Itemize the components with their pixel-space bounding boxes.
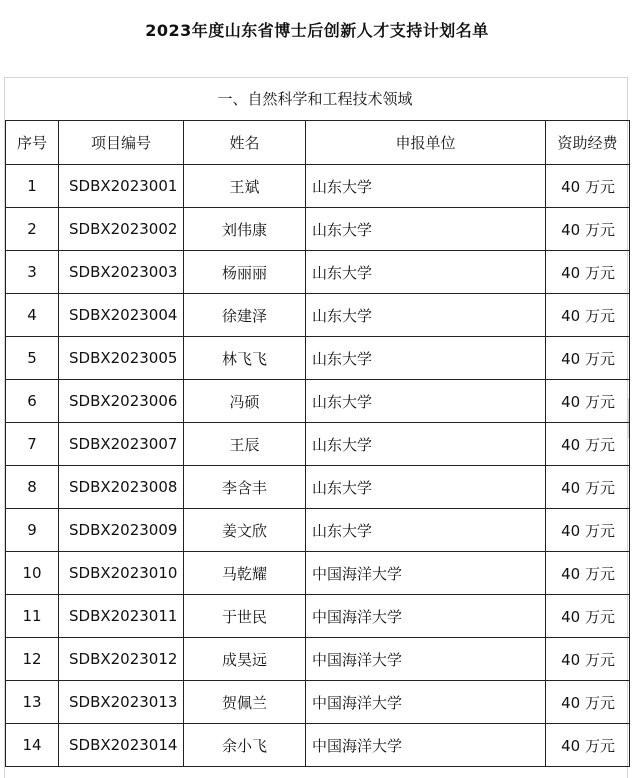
cell-seq: 9 [6, 509, 59, 552]
cell-fund: 40 万元 [546, 724, 630, 767]
table-row [6, 466, 630, 509]
cell-code: SDBX2023009 [59, 509, 184, 552]
cell-seq: 12 [6, 638, 59, 681]
cell-unit: 山东大学 [306, 337, 546, 380]
cell-code: SDBX2023002 [59, 208, 184, 251]
cell-seq: 4 [6, 294, 59, 337]
column-header-code: 项目编号 [59, 121, 184, 165]
cell-seq: 1 [6, 165, 59, 208]
cell-seq: 7 [6, 423, 59, 466]
cell-code: SDBX2023013 [59, 681, 184, 724]
cell-unit: 山东大学 [306, 165, 546, 208]
cell-fund: 40 万元 [546, 638, 630, 681]
table-row [6, 251, 630, 294]
cell-name: 李含丰 [184, 466, 306, 509]
cell-unit: 山东大学 [306, 423, 546, 466]
column-header-seq: 序号 [6, 121, 59, 165]
column-header-name: 姓名 [184, 121, 306, 165]
cell-code: SDBX2023005 [59, 337, 184, 380]
cell-code: SDBX2023012 [59, 638, 184, 681]
cell-seq: 5 [6, 337, 59, 380]
column-header-fund: 资助经费 [546, 121, 630, 165]
cell-unit: 山东大学 [306, 251, 546, 294]
cell-code: SDBX2023014 [59, 724, 184, 767]
cell-fund: 40 万元 [546, 208, 630, 251]
cell-name: 刘伟康 [184, 208, 306, 251]
cell-seq: 10 [6, 552, 59, 595]
table-row [6, 509, 630, 552]
cell-seq: 14 [6, 724, 59, 767]
cell-unit: 山东大学 [306, 294, 546, 337]
cell-code: SDBX2023007 [59, 423, 184, 466]
cell-name: 王辰 [184, 423, 306, 466]
table-row [6, 552, 630, 595]
page-title: 2023年度山东省博士后创新人才支持计划名单 [145, 21, 489, 40]
cell-fund: 40 万元 [546, 165, 630, 208]
cell-seq: 8 [6, 466, 59, 509]
cell-fund: 40 万元 [546, 423, 630, 466]
cell-name: 马乾耀 [184, 552, 306, 595]
cell-seq: 13 [6, 681, 59, 724]
cell-seq: 11 [6, 595, 59, 638]
cell-fund: 40 万元 [546, 552, 630, 595]
cell-name: 杨丽丽 [184, 251, 306, 294]
table-row [6, 208, 630, 251]
cell-fund: 40 万元 [546, 380, 630, 423]
cell-name: 王斌 [184, 165, 306, 208]
cell-code: SDBX2023001 [59, 165, 184, 208]
table-row [6, 681, 630, 724]
cell-name: 徐建泽 [184, 294, 306, 337]
cell-name: 姜文欣 [184, 509, 306, 552]
cell-unit: 中国海洋大学 [306, 552, 546, 595]
table-row [6, 595, 630, 638]
table-row [6, 294, 630, 337]
cell-fund: 40 万元 [546, 595, 630, 638]
cell-code: SDBX2023010 [59, 552, 184, 595]
cell-seq: 6 [6, 380, 59, 423]
cell-fund: 40 万元 [546, 294, 630, 337]
cell-unit: 中国海洋大学 [306, 638, 546, 681]
cell-seq: 3 [6, 251, 59, 294]
table-header-row [6, 121, 630, 165]
table-row [6, 337, 630, 380]
cell-code: SDBX2023011 [59, 595, 184, 638]
table-row [6, 380, 630, 423]
cell-name: 余小飞 [184, 724, 306, 767]
table-row [6, 165, 630, 208]
cell-name: 贺佩兰 [184, 681, 306, 724]
column-header-unit: 申报单位 [306, 121, 546, 165]
cell-seq: 2 [6, 208, 59, 251]
section-title: 一、自然科学和工程技术领域 [217, 90, 413, 108]
cell-name: 林飞飞 [184, 337, 306, 380]
cell-code: SDBX2023006 [59, 380, 184, 423]
table-row [6, 724, 630, 767]
cell-unit: 山东大学 [306, 509, 546, 552]
cell-fund: 40 万元 [546, 251, 630, 294]
cell-unit: 山东大学 [306, 380, 546, 423]
cell-fund: 40 万元 [546, 466, 630, 509]
cell-name: 于世民 [184, 595, 306, 638]
cell-unit: 山东大学 [306, 208, 546, 251]
cell-code: SDBX2023008 [59, 466, 184, 509]
cell-fund: 40 万元 [546, 337, 630, 380]
cell-unit: 中国海洋大学 [306, 595, 546, 638]
cell-code: SDBX2023003 [59, 251, 184, 294]
roster-table [5, 120, 630, 767]
cell-fund: 40 万元 [546, 509, 630, 552]
cell-code: SDBX2023004 [59, 294, 184, 337]
cell-unit: 中国海洋大学 [306, 724, 546, 767]
cell-name: 成昊远 [184, 638, 306, 681]
cell-fund: 40 万元 [546, 681, 630, 724]
cell-unit: 山东大学 [306, 466, 546, 509]
cell-unit: 中国海洋大学 [306, 681, 546, 724]
cell-name: 冯硕 [184, 380, 306, 423]
table-row [6, 423, 630, 466]
table-row [6, 638, 630, 681]
